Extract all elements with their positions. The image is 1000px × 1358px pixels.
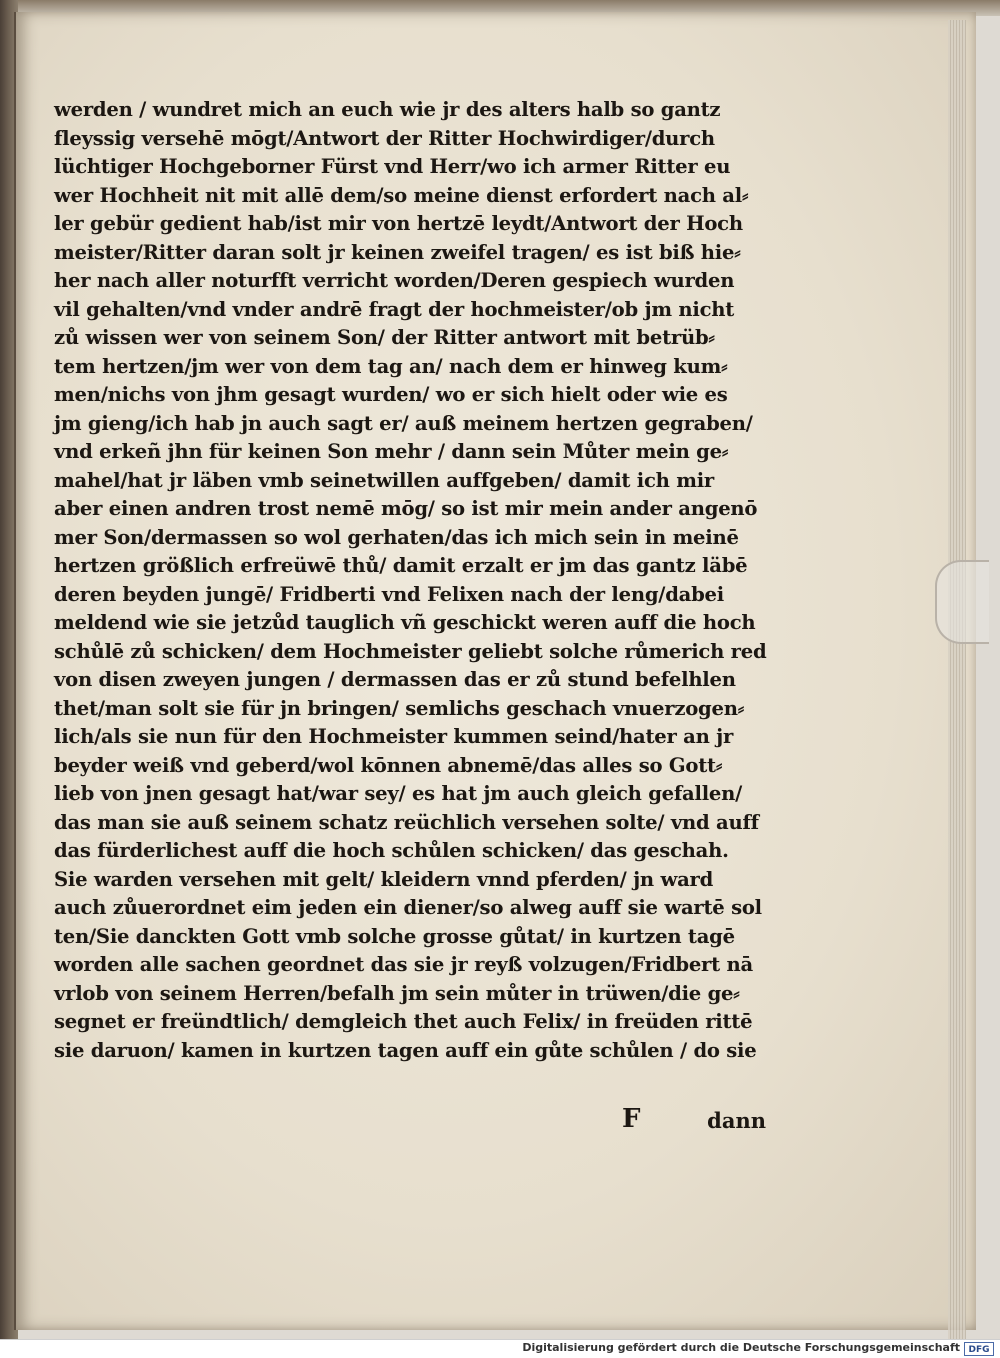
text-line: das fürderlichest auff die hoch schůlen schicken/ das geschah. bbox=[54, 839, 729, 862]
text-line: thet/man solt sie für jn bringen/ semlichs geschach vnuerzogen⸗ bbox=[54, 696, 744, 720]
text-line: vil gehalten/vnd vnder andrē fragt der hochmeister/ob jm nicht bbox=[54, 297, 735, 321]
text-line: meister/Ritter daran solt jr keinen zweifel tragen/ es ist biß hie⸗ bbox=[54, 240, 741, 264]
catchword-line bbox=[600, 1104, 766, 1136]
text-line: vnd erkeñ jhn für keinen Son mehr / dann sein Můter mein ge⸗ bbox=[54, 440, 729, 463]
text-line: tem hertzen/jm wer von dem tag an/ nach dem er hinweg kum⸗ bbox=[54, 354, 728, 378]
text-line: jm gieng/ich hab jn auch sagt er/ auß meinem hertzen gegraben/ bbox=[54, 411, 753, 435]
catchword: dann bbox=[707, 1108, 766, 1133]
text-line: ler gebür gedient hab/ist mir von hertzē leydt/Antwort der Hoch bbox=[54, 212, 743, 235]
text-line: her nach aller noturfft verricht worden/Deren gespiech wurden bbox=[54, 269, 735, 292]
page-tab-marker bbox=[935, 560, 989, 644]
text-line: mer Son/dermassen so wol gerhaten/das ich mich sein in meinē bbox=[54, 525, 739, 549]
text-line: das man sie auß seinem schatz reüchlich versehen solte/ vnd auff bbox=[54, 810, 759, 834]
text-line: men/nichs von jhm gesagt wurden/ wo er sich hielt oder wie es bbox=[54, 383, 728, 406]
text-line: mahel/hat jr läben vmb seinetwillen auffgeben/ damit ich mir bbox=[54, 468, 714, 492]
text-line: deren beyden jungē/ Fridberti vnd Felixen nach der leng/dabei bbox=[54, 582, 724, 606]
text-line: lüchtiger Hochgeborner Fürst vnd Herr/wo ich armer Ritter eu bbox=[54, 155, 731, 178]
text-line: fleyssig versehē mōgt/Antwort der Ritter Hochwirdiger/durch bbox=[54, 126, 715, 150]
text-line: segnet er freündtlich/ demgleich thet auch Felix/ in freüden rittē bbox=[54, 1010, 753, 1033]
text-line: beyder weiß vnd geberd/wol kōnnen abnemē/das alles so Gott⸗ bbox=[54, 753, 723, 777]
text-line: lieb von jnen gesagt hat/war sey/ es hat jm auch gleich gefallen/ bbox=[54, 782, 743, 805]
page-edges bbox=[948, 20, 966, 1342]
signature-mark: F bbox=[622, 1104, 641, 1134]
text-line: wer Hochheit nit mit allē dem/so meine dienst erfordert nach al⸗ bbox=[54, 183, 749, 207]
text-line: zů wissen wer von seinem Son/ der Ritter antwort mit betrüb⸗ bbox=[54, 326, 715, 349]
text-line: auch zůuerordnet eim jeden ein diener/so alweg auff sie wartē sol bbox=[54, 896, 762, 919]
text-line: Sie warden versehen mit gelt/ kleidern vnnd pferden/ jn ward bbox=[54, 867, 714, 891]
text-line: sie daruon/ kamen in kurtzen tagen auff ein gůte schůlen / do sie bbox=[54, 1038, 757, 1062]
text-line: aber einen andren trost nemē mōg/ so ist mir mein ander angenō bbox=[54, 497, 758, 520]
text-line: vrlob von seinem Herren/befalh jm sein můter in trüwen/die ge⸗ bbox=[54, 981, 740, 1005]
text-line: meldend wie sie jetzůd tauglich vñ geschickt weren auff die hoch bbox=[54, 611, 756, 634]
text-line: ten/Sie danckten Gott vmb solche grosse gůtat/ in kurtzen tagē bbox=[54, 924, 735, 948]
text-line: von disen zweyen jungen / dermassen das er zů stund befelhlen bbox=[54, 668, 736, 691]
text-line: schůlē zů schicken/ dem Hochmeister geliebt solche růmerich red bbox=[54, 639, 767, 663]
page-text bbox=[54, 96, 766, 1065]
text-line: werden / wundret mich an euch wie jr des alters halb so gantz bbox=[54, 98, 721, 121]
footer-bar bbox=[0, 1339, 1000, 1358]
text-line: hertzen größlich erfreüwē thů/ damit erzalt er jm das gantz läbē bbox=[54, 554, 748, 577]
text-line: lich/als sie nun für den Hochmeister kummen seind/hater an jr bbox=[54, 725, 734, 748]
footer-credit: Digitalisierung gefördert durch die Deutsche Forschungsgemeinschaft bbox=[522, 1341, 960, 1354]
dfg-logo: DFG bbox=[964, 1342, 994, 1356]
text-line: worden alle sachen geordnet das sie jr reyß volzugen/Fridbert nā bbox=[54, 953, 753, 976]
